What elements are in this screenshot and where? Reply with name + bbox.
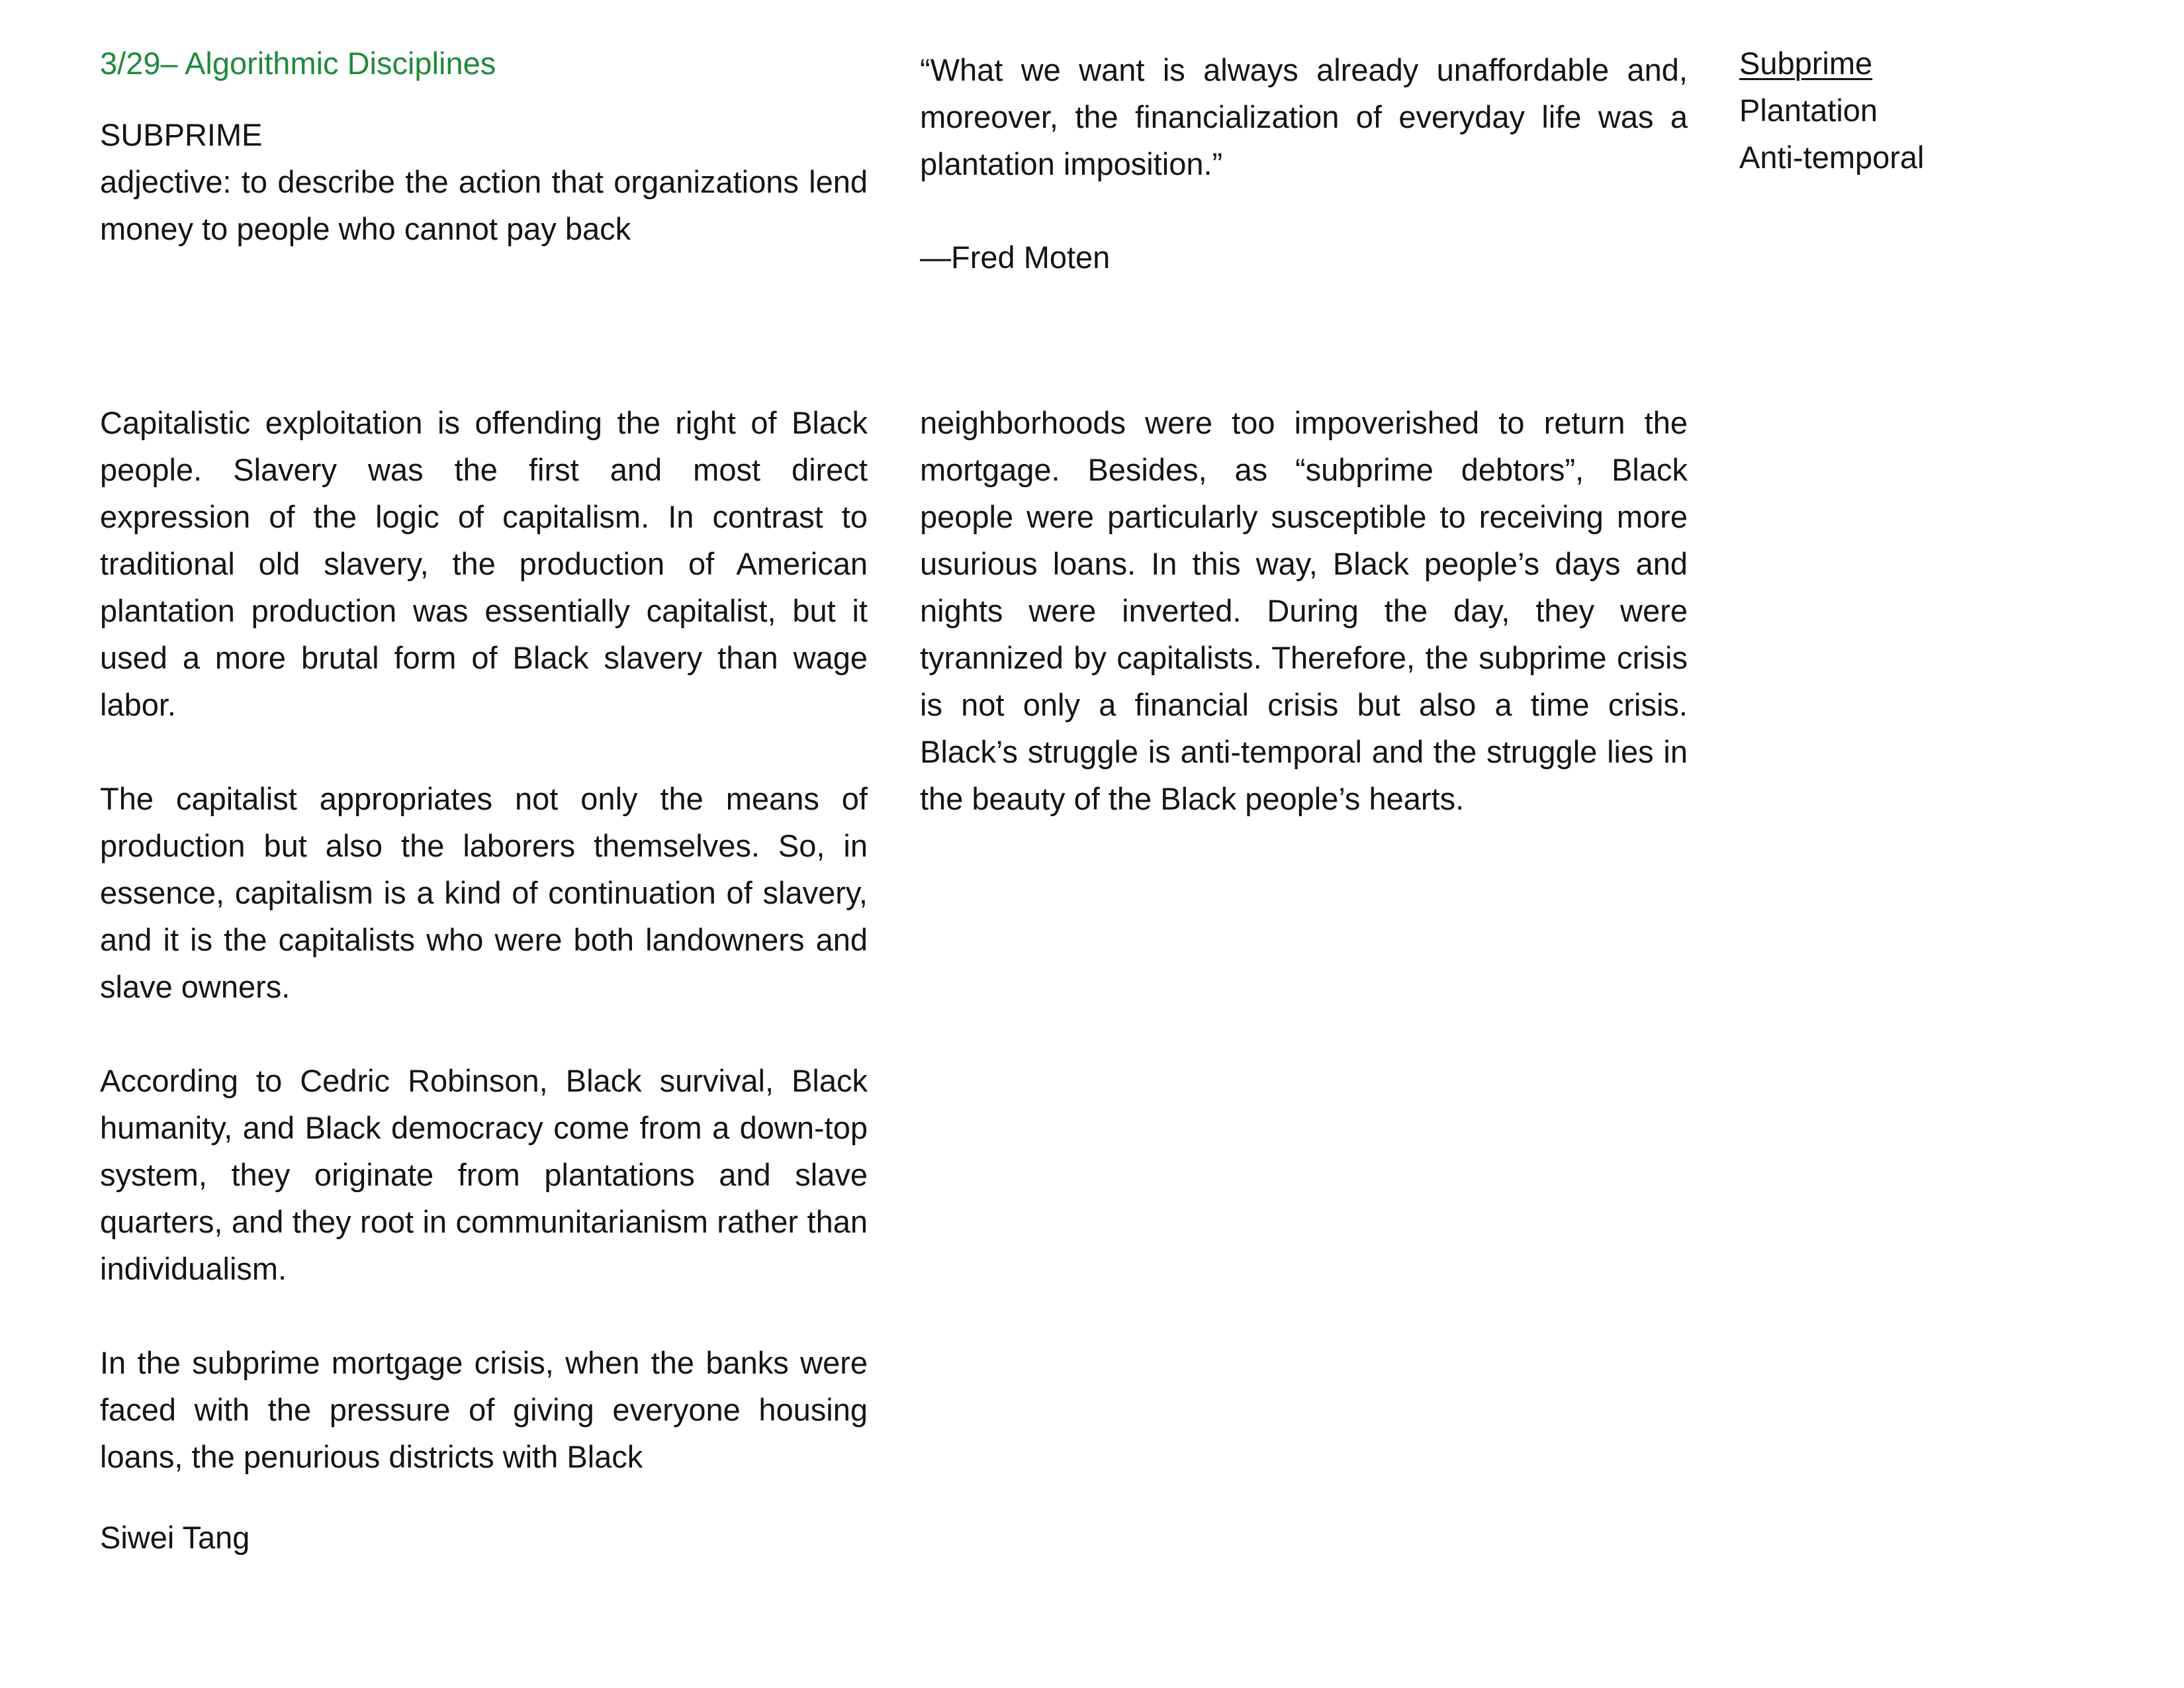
body-column-left — [100, 399, 868, 1480]
body-paragraph: neighborhoods were too impoverished to return the mortgage. Besides, as “subprime debtors”, Black people were particularly susceptible to receiving more usurious loans. In this way, Black people’s days and nights were inverted. During the day, they were tyrannized by capitalists. Therefore, the subprime crisis is not only a financial crisis but also a time crisis. Black’s struggle is anti-temporal and the struggle lies in the beauty of the Black people’s hearts. — [920, 405, 1688, 816]
epigraph-attribution: —Fred Moten — [920, 240, 1111, 275]
epigraph-quote: “What we want is always already unaffordable and, moreover, the financialization of everyday life was a plantation imposition.” — [920, 52, 1688, 181]
keyword-subprime[interactable]: Subprime — [1739, 46, 1873, 81]
term-title: SUBPRIME — [100, 117, 263, 152]
body-column-right — [920, 399, 1688, 822]
term-definition: adjective: to describe the action that organizations lend money to people who cannot pay back — [100, 164, 868, 246]
keyword-plantation: Plantation — [1739, 93, 1878, 128]
keyword-list — [1739, 40, 2110, 181]
body-paragraph: Capitalistic exploitation is offending the right of Black people. Slavery was the first and most direct expression of the logic of capitalism. In contrast to traditional old slavery, the production of American plantation production was essentially capitalist, but it used a more brutal form of Black slavery than wage labor. — [100, 405, 868, 722]
body-paragraph: In the subprime mortgage crisis, when the banks were faced with the pressure of giving everyone housing loans, the penurious districts with Black — [100, 1345, 868, 1474]
body-paragraph: According to Cedric Robinson, Black survival, Black humanity, and Black democracy come from a down-top system, they originate from plantations and slave quarters, and they root in communitarianism rather than individualism. — [100, 1063, 868, 1286]
author-name: Siwei Tang — [100, 1520, 250, 1555]
body-paragraph: The capitalist appropriates not only the means of production but also the laborers themselves. So, in essence, capitalism is a kind of continuation of slavery, and it is the capitalists who were both landowners and slave owners. — [100, 781, 868, 1004]
keyword-anti-temporal: Anti-temporal — [1739, 140, 1925, 175]
session-label: 3/29– Algorithmic Disciplines — [100, 46, 496, 81]
